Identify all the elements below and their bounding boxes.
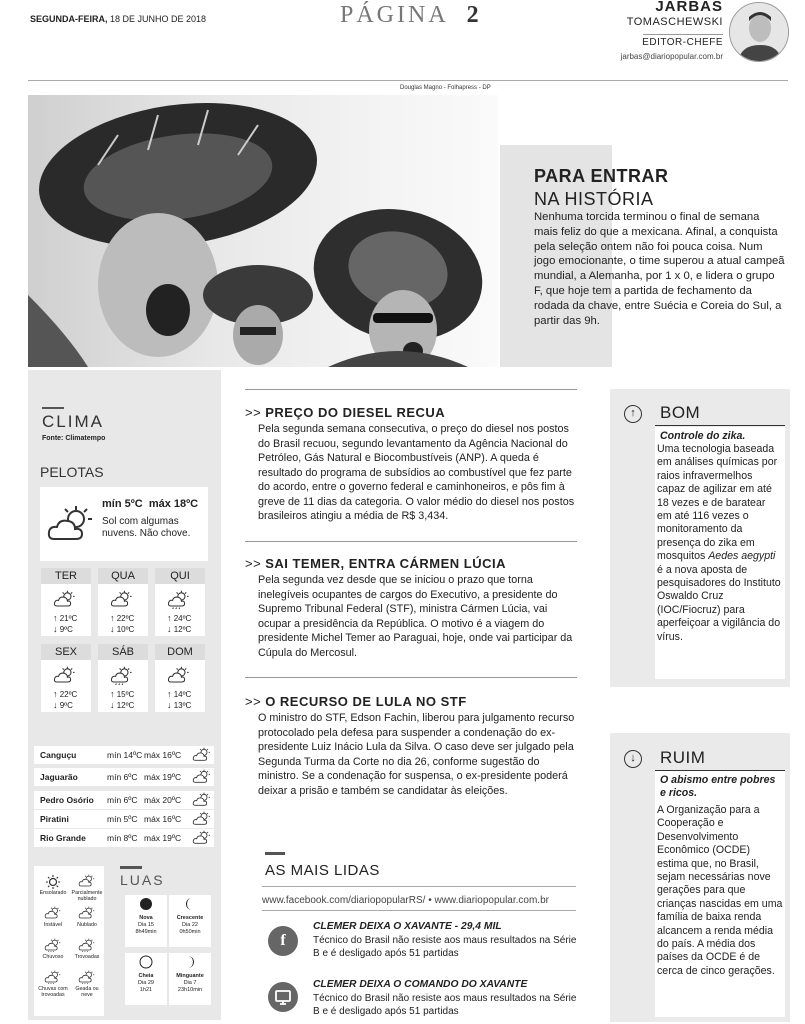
legend-item (70, 938, 104, 960)
arrow-down-icon: ↓ (624, 750, 642, 768)
forecast-day-name: SEX (41, 644, 91, 660)
city-row (34, 768, 214, 786)
bad-news-text: A Organização para a Cooperação e Desenvolvimento Econômico (OCDE) estima que, no Brasil, sejam necessárias nove gerações para que crianças nascidas em uma família de baixa renda alcancem a renda média do país. A média dos países da OCDE é de cerca de cinco gerações. (657, 804, 783, 977)
feature-text: Nenhuma torcida terminou o final de semana mais feliz do que a mexicana. Afinal, a conquista pela seleção ontem não foi pouca coisa. Num jogo emocionante, o time superou a atual campeã mundial, a Alemanha, por 1 x 0, e lidera o grupo F, que hoje tem a partida de fechamento da rodada da chave, entre Suécia e Coreia do Sul, a partir das 9h. (534, 211, 785, 327)
most-read-links[interactable]: www.facebook.com/diariopopularRS/ • www.diariopopular.com.br (262, 895, 549, 906)
editor-email[interactable]: jarbas@diariopopular.com.br (620, 52, 723, 61)
forecast-day (155, 568, 205, 636)
good-text-part: é a nova aposta de pesquisadores do Instituto Oswaldo Cruz (IOC/Fiocruz) para aperfeiçoar a vigilância do vírus. (657, 563, 781, 643)
forecast-day-body (98, 660, 148, 712)
moon-time: 23h10min (177, 987, 203, 993)
frost-icon (70, 970, 104, 986)
moon-name: Cheia (138, 973, 154, 979)
date-weekday: SEGUNDA-FEIRA, (30, 14, 108, 24)
city-name: Jaguarão (40, 772, 78, 782)
today-min: mín 5ºC (102, 498, 143, 510)
city-max: máx 20ºC (144, 795, 182, 805)
forecast-min-value: 12ºC (116, 701, 135, 710)
crescent-moon-icon (183, 897, 197, 911)
legend-label: Chuvas com trovoadas (38, 986, 68, 998)
city-max: máx 19ºC (144, 833, 182, 843)
city-min: mín 6ºC (107, 795, 138, 805)
forecast-max: ↑ 22ºC (110, 613, 135, 623)
good-text-part: Uma tecnologia baseada em análises químicas por raios infravermelhos capaz de agilizar em até 18 vezes e de baratear em até 116 vezes o monitoramento da presença do zika em mosquitos (657, 443, 778, 563)
feature-photo (28, 95, 498, 367)
forecast-min-value: 9ºC (59, 625, 73, 634)
page-number: 2 (466, 2, 479, 28)
forecast-day-name: QUA (98, 568, 148, 584)
partly-cloudy-icon (192, 830, 212, 848)
partly-cloudy-icon (53, 590, 77, 614)
forecast-min-value: 9ºC (59, 701, 73, 710)
forecast-day (98, 644, 148, 712)
photo-credit: Douglas Magno - Folhapress - DP (400, 85, 491, 91)
bad-news-lead: O abismo entre pobres e ricos. (660, 774, 776, 800)
moon-time: 1h21 (139, 987, 153, 993)
moon-date: Dia 29 (138, 980, 154, 986)
legend-item (70, 970, 104, 998)
city-min: mín 6ºC (107, 772, 138, 782)
unstable-icon (36, 906, 70, 922)
forecast-max-value: 14ºC (173, 690, 192, 699)
forecast-day-name: TER (41, 568, 91, 584)
editor-role: EDITOR-CHEFE (642, 37, 723, 48)
city-min: mín 5ºC (107, 814, 138, 824)
city-name: Canguçu (40, 750, 77, 760)
forecast-day-body (155, 660, 205, 712)
forecast-min: ↓ 9ºC (53, 624, 73, 634)
moon-phase (169, 953, 211, 1005)
partly-cloudy-icon (46, 505, 96, 543)
news-title-2: >> SAI TEMER, ENTRA CÁRMEN LÚCIA (245, 556, 506, 571)
forecast-day-name: DOM (155, 644, 205, 660)
news-headline-1: PREÇO DO DIESEL RECUA (265, 405, 446, 420)
moon-date: Dia 7 (183, 980, 197, 986)
legend-label: Nublado (77, 922, 97, 928)
page-heading (340, 2, 479, 29)
moon-name: Minguante (176, 973, 204, 979)
good-news-label: BOM (660, 403, 701, 422)
partly-cloudy-icon (192, 792, 212, 810)
news-divider (245, 389, 577, 390)
editor-last-name: TOMASCHEWSKI (626, 16, 723, 28)
legend-item (70, 906, 104, 928)
forecast-min-value: 13ºC (173, 701, 192, 710)
city-max: máx 16ºC (144, 814, 182, 824)
forecast-min: ↓ 9ºC (53, 700, 73, 710)
forecast-max-value: 24ºC (173, 614, 192, 623)
partly-cloudy-icon (70, 874, 104, 890)
city-row (34, 810, 214, 828)
header-rule (28, 80, 788, 81)
city-name: Pedro Osório (40, 795, 94, 805)
forecast-day (41, 568, 91, 636)
editor-first-name: JARBAS (655, 0, 723, 15)
facebook-icon[interactable]: f (268, 926, 298, 956)
news-headline-3: O RECURSO DE LULA NO STF (265, 694, 467, 709)
forecast-max-value: 22ºC (59, 690, 78, 699)
forecast-min: ↓ 12ºC (110, 700, 135, 710)
forecast-max: ↑ 24ºC (167, 613, 192, 623)
bad-news-rule (655, 770, 785, 771)
moon-time: 0h50min (179, 929, 201, 935)
legend-item (36, 906, 70, 928)
news-headline-2: SAI TEMER, ENTRA CÁRMEN LÚCIA (265, 556, 506, 571)
forecast-min-value: 12ºC (173, 625, 192, 634)
city-name: Rio Grande (40, 833, 86, 843)
most-read-rule (262, 910, 576, 911)
good-news-lead: Controle do zika. (660, 430, 746, 442)
rain-cloud-icon (110, 666, 134, 690)
full-moon-icon (139, 955, 153, 969)
sun-icon (36, 874, 70, 890)
legend-item (36, 938, 70, 960)
forecast-max-value: 22ºC (116, 614, 135, 623)
website-icon[interactable] (268, 982, 298, 1012)
bad-news-label: RUIM (660, 748, 706, 767)
legend-item (36, 970, 70, 998)
forecast-max: ↑ 21ºC (53, 613, 78, 623)
forecast-min: ↓ 13ºC (167, 700, 192, 710)
city-min: mín 8ºC (107, 833, 138, 843)
news-text-3: O ministro do STF, Edson Fachin, liberou para julgamento recurso protocolado pela defesa para suspender a condenação do ex-presidente Luiz Inácio Lula da Silva. O caso deve ser julgado pela Segunda Turma da Corte no dia 26, conforme sugestão do ministro. Se a condenação for suspensa, o ex-presidente poderá deixar a prisão e também se candidatar às eleições. (258, 712, 575, 797)
legend-label: Instável (43, 922, 63, 928)
rain-cloud-icon (167, 590, 191, 614)
forecast-max: ↑ 14ºC (167, 689, 192, 699)
forecast-max-value: 21ºC (59, 614, 78, 623)
forecast-day-body (41, 660, 91, 712)
page-label: PÁGINA (340, 2, 449, 28)
city-max: máx 16ºC (144, 750, 182, 760)
partly-cloudy-icon (53, 666, 77, 690)
date-rest: 18 DE JUNHO DE 2018 (107, 14, 207, 24)
moon-section-title: LUAS (120, 872, 165, 888)
weather-section-title: CLIMA (42, 412, 104, 431)
luas-accent (120, 866, 142, 869)
moon-phase (125, 953, 167, 1005)
good-text-species: Aedes aegypti (708, 550, 776, 563)
forecast-day-body (98, 584, 148, 636)
today-temps (102, 498, 198, 510)
news-text-2: Pela segunda vez desde que se iniciou o prazo que torna inelegíveis ocupantes de cargos do Executivo, a presidente do Supremo Tribunal Federal (STF), ministra Cármen Lúcia, vai ocupar a presidência da República. O motivo é a viagem do presidente Michel Temer ao Paraguai, hoje, onde vai participar da Cúpula do Mercosul. (258, 574, 573, 659)
new-moon-icon (139, 897, 153, 911)
forecast-min: ↓ 12ºC (167, 624, 192, 634)
legend-item (70, 874, 104, 902)
most-read-item-title-1[interactable]: CLEMER DEIXA O XAVANTE - 29,4 MIL (313, 921, 502, 932)
city-name: Piratini (40, 814, 69, 824)
today-max: máx 18ºC (148, 498, 199, 510)
city-row (34, 746, 214, 764)
forecast-min-value: 10ºC (116, 625, 135, 634)
news-divider (245, 677, 577, 678)
most-read-item-text-2: Técnico do Brasil não resiste aos maus resultados na Série B e é desligado após 51 partidas (313, 993, 577, 1017)
legend-label: Parcialmente nublado (71, 890, 103, 902)
waning-moon-icon (183, 955, 197, 969)
legend-label: Geada ou neve (75, 986, 99, 998)
feature-subtitle: NA HISTÓRIA (534, 189, 654, 209)
weather-city: PELOTAS (40, 464, 104, 480)
forecast-day (98, 568, 148, 636)
forecast-day (41, 644, 91, 712)
news-divider (245, 541, 577, 542)
thunder-icon (70, 938, 104, 954)
moon-name: Crescente (176, 915, 204, 921)
good-news-rule (655, 425, 785, 426)
rain-thunder-icon (36, 970, 70, 986)
forecast-day-body (155, 584, 205, 636)
weather-source: Fonte: Climatempo (42, 435, 106, 442)
moon-date: Dia 15 (138, 922, 154, 928)
feature-title: PARA ENTRAR (534, 166, 669, 186)
city-row (34, 791, 214, 809)
clima-accent (42, 407, 64, 409)
legend-label: Chuvoso (42, 954, 64, 960)
most-read-title: AS MAIS LIDAS (265, 862, 380, 879)
most-read-rule (262, 886, 576, 887)
news-title-3: >> O RECURSO DE LULA NO STF (245, 694, 467, 709)
legend-label: Ensolarado (39, 890, 67, 896)
partly-cloudy-icon (192, 747, 212, 765)
moon-phase (169, 895, 211, 947)
news-title-1: >> PREÇO DO DIESEL RECUA (245, 405, 446, 420)
moon-phase (125, 895, 167, 947)
partly-cloudy-icon (110, 590, 134, 614)
partly-cloudy-icon (192, 811, 212, 829)
forecast-max: ↑ 22ºC (53, 689, 78, 699)
news-text-1: Pela segunda semana consecutiva, o preço do diesel nos postos do Brasil recuou, segundo levantamento da Agência Nacional do Petróleo, Gás Natural e Biocombustíveis (ANP). A queda é resultado do programa de subsídios ao combustível que fez parte do acordo, entre o governo federal e caminhoneiros, e pôs fim à greve de 11 dias da categoria. O valor médio do diesel nos postos brasileiros atingiu a média de R$ 3,434. (258, 423, 575, 522)
arrow-up-icon: ↑ (624, 405, 642, 423)
forecast-max: ↑ 15ºC (110, 689, 135, 699)
rain-icon (36, 938, 70, 954)
moon-time: 8h49min (135, 929, 157, 935)
editor-divider (643, 34, 723, 35)
forecast-day-name: QUI (155, 568, 205, 584)
city-min: mín 14ºC (107, 750, 143, 760)
city-row (34, 829, 214, 847)
forecast-max-value: 15ºC (116, 690, 135, 699)
moon-date: Dia 22 (182, 922, 198, 928)
legend-label: Trovoadas (74, 954, 100, 960)
forecast-min: ↓ 10ºC (110, 624, 135, 634)
most-read-item-title-2[interactable]: CLEMER DEIXA O COMANDO DO XAVANTE (313, 979, 528, 990)
most-read-accent (265, 852, 285, 855)
forecast-day-body (41, 584, 91, 636)
city-max: máx 19ºC (144, 772, 182, 782)
forecast-day (155, 644, 205, 712)
forecast-day-name: SÁB (98, 644, 148, 660)
moon-name: Nova (139, 915, 153, 921)
legend-item (36, 874, 70, 896)
header-date (30, 14, 206, 24)
today-description: Sol com algumas nuvens. Não chove. (102, 516, 191, 539)
partly-cloudy-icon (167, 666, 191, 690)
cloudy-icon (70, 906, 104, 922)
good-news-text (657, 443, 783, 644)
most-read-item-text-1: Técnico do Brasil não resiste aos maus resultados na Série B e é desligado após 51 partidas (313, 935, 577, 959)
editor-avatar (729, 2, 789, 62)
partly-cloudy-icon (192, 769, 212, 787)
